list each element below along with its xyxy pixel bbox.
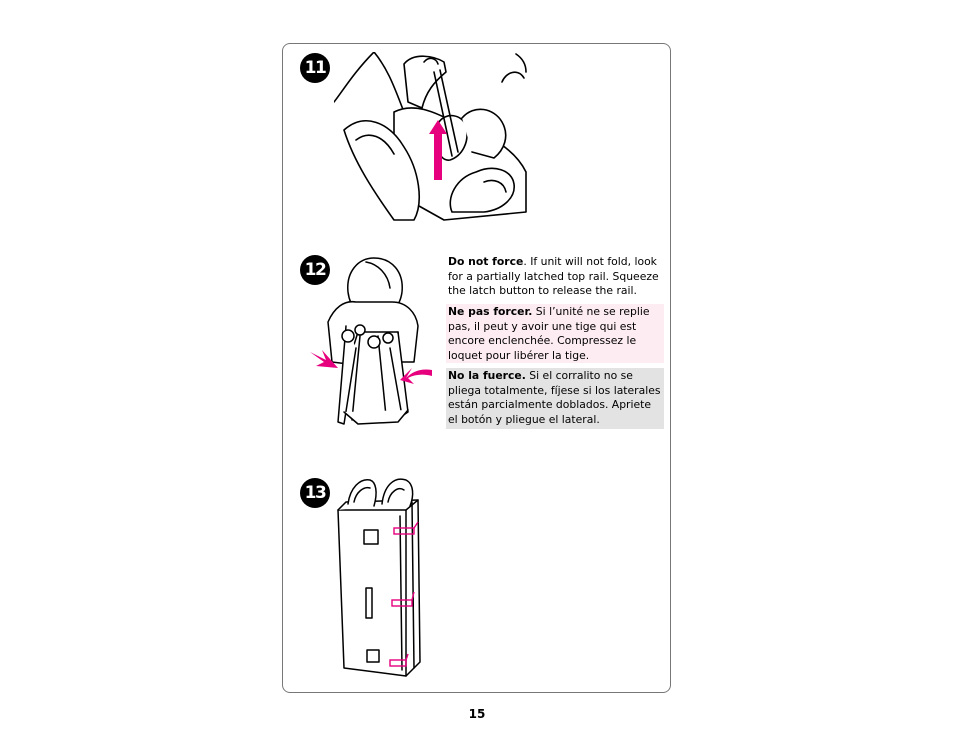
instruction-english bbox=[446, 254, 664, 300]
instruction-english-text: . If unit will not fold, look for a partially latched top rail. Squeeze the latch button to release the rail. bbox=[448, 255, 659, 298]
step-badge-13: 13 bbox=[300, 478, 330, 508]
instruction-spanish bbox=[446, 368, 664, 429]
instruction-french bbox=[446, 304, 664, 363]
instruction-english-bold: Do not force bbox=[448, 255, 524, 268]
step-11-illustration bbox=[334, 52, 530, 224]
instruction-french-text: Si l’unité ne se replie pas, il peut y avoir une tige qui est encore enclenchée. Compressez le loquet pour libérer la tige. bbox=[448, 305, 650, 362]
instruction-french-bold: Ne pas forcer. bbox=[448, 305, 533, 318]
instruction-spanish-text: Si el corralito no se pliega totalmente, fíjese si los laterales están parcialmente doblados. Apriete el botón y pliegue el lateral. bbox=[448, 369, 661, 426]
step-badge-11: 11 bbox=[300, 53, 330, 83]
step-12-illustration bbox=[308, 252, 436, 428]
page-number: 15 bbox=[468, 707, 486, 721]
step-13-illustration bbox=[334, 472, 426, 682]
instruction-spanish-bold: No la fuerce. bbox=[448, 369, 526, 382]
step-badge-12: 12 bbox=[300, 255, 330, 285]
